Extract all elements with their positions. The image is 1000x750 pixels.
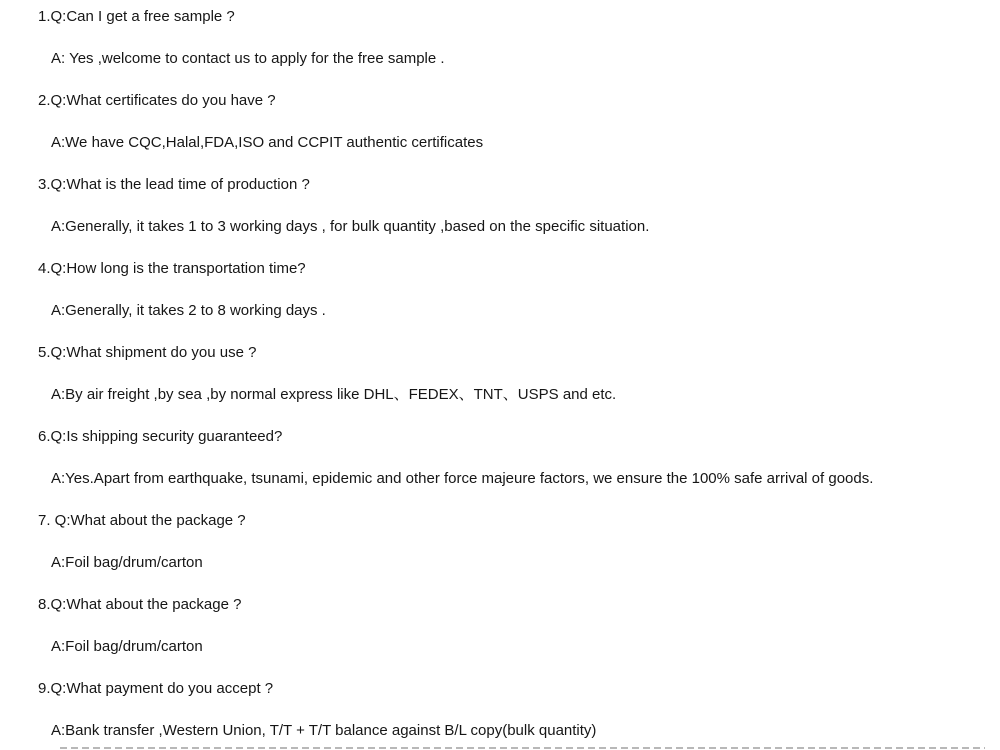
faq-question-4: 4.Q:How long is the transportation time? <box>38 260 306 277</box>
faq-answer-8: A:Foil bag/drum/carton <box>51 638 203 655</box>
faq-question-7: 7. Q:What about the package ? <box>38 512 246 529</box>
faq-answer-1: A: Yes ,welcome to contact us to apply for the free sample . <box>51 50 445 67</box>
faq-question-2: 2.Q:What certificates do you have ? <box>38 92 276 109</box>
faq-answer-7: A:Foil bag/drum/carton <box>51 554 203 571</box>
faq-question-8: 8.Q:What about the package ? <box>38 596 242 613</box>
cutoff-next-text-line <box>60 747 985 749</box>
faq-answer-6: A:Yes.Apart from earthquake, tsunami, epidemic and other force majeure factors, we ensure the 100% safe arrival of goods. <box>51 470 874 487</box>
faq-answer-9: A:Bank transfer ,Western Union, T/T + T/T balance against B/L copy(bulk quantity) <box>51 722 597 739</box>
faq-question-5: 5.Q:What shipment do you use ? <box>38 344 257 361</box>
faq-answer-2: A:We have CQC,Halal,FDA,ISO and CCPIT authentic certificates <box>51 134 484 151</box>
faq-answer-4: A:Generally, it takes 2 to 8 working days . <box>51 302 326 319</box>
faq-question-9: 9.Q:What payment do you accept ? <box>38 680 274 697</box>
faq-question-3: 3.Q:What is the lead time of production ? <box>38 176 310 193</box>
faq-question-6: 6.Q:Is shipping security guaranteed? <box>38 428 283 445</box>
faq-answer-3: A:Generally, it takes 1 to 3 working days , for bulk quantity ,based on the specific situation. <box>51 218 650 235</box>
faq-answer-5: A:By air freight ,by sea ,by normal express like DHL、FEDEX、TNT、USPS and etc. <box>51 386 617 403</box>
faq-question-1: 1.Q:Can I get a free sample ? <box>38 8 235 25</box>
